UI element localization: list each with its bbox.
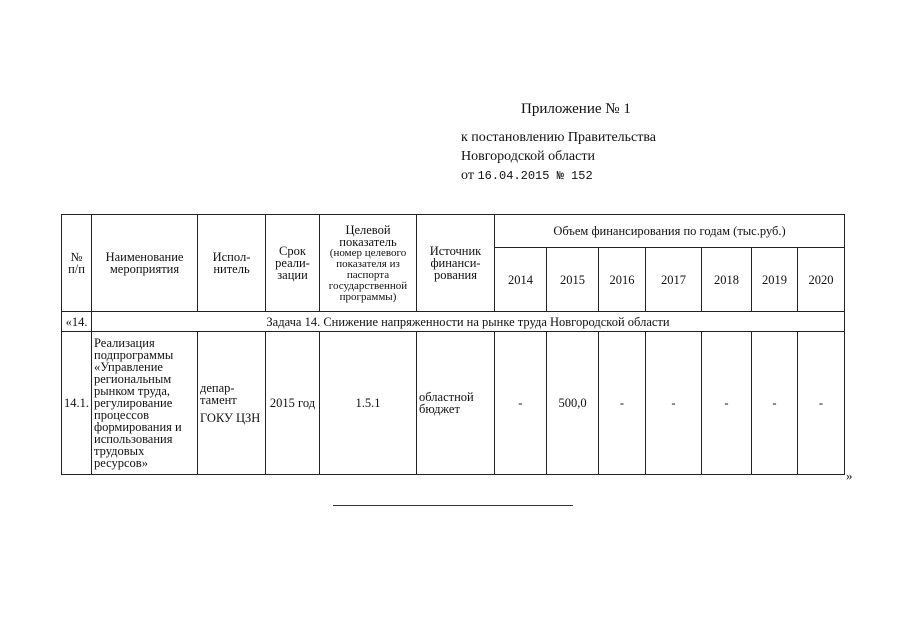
year-2020: 2020 bbox=[798, 248, 845, 312]
close-quote: » bbox=[846, 468, 853, 483]
row-value-2020: - bbox=[798, 332, 845, 475]
row-value-2015: 500,0 bbox=[547, 332, 599, 475]
task-text: Задача 14. Снижение напряженности на рынке труда Новгородской области bbox=[92, 312, 845, 332]
header-target-note: (номер целевого показателя из паспорта государственной программы) bbox=[328, 246, 408, 303]
row-executor-dept: депар-тамент bbox=[200, 381, 237, 407]
header-num: № п/п bbox=[62, 215, 92, 312]
row-value-2014: - bbox=[495, 332, 547, 475]
decree-line-1: к постановлению Правительства bbox=[461, 130, 657, 145]
row-value-2019: - bbox=[752, 332, 798, 475]
header-term: Срок реали-зации bbox=[266, 215, 320, 312]
row-name: Реализация подпрограммы «Управление региональным рынком труда, регулирование процессов формирования и использования трудовых ресурсов» bbox=[92, 332, 198, 475]
date-value: 16.04.2015 № 152 bbox=[477, 169, 593, 183]
row-value-2017: - bbox=[646, 332, 702, 475]
decree-date bbox=[461, 166, 656, 186]
task-num: «14. bbox=[62, 312, 92, 332]
funding-table bbox=[61, 214, 845, 475]
row-term: 2015 год bbox=[266, 332, 320, 475]
year-2014: 2014 bbox=[495, 248, 547, 312]
row-value-2018: - bbox=[702, 332, 752, 475]
row-num: 14.1. bbox=[62, 332, 92, 475]
row-target: 1.5.1 bbox=[320, 332, 417, 475]
row-executor-org: ГОКУ ЦЗН bbox=[200, 411, 261, 425]
table-row bbox=[62, 332, 845, 475]
header-target bbox=[320, 215, 417, 312]
header-row-1 bbox=[62, 215, 845, 248]
signature-divider bbox=[333, 505, 573, 506]
year-2016: 2016 bbox=[599, 248, 646, 312]
row-value-2016: - bbox=[599, 332, 646, 475]
year-2017: 2017 bbox=[646, 248, 702, 312]
header-source: Источник финанси-рования bbox=[417, 215, 495, 312]
appendix-title: Приложение № 1 bbox=[521, 101, 631, 117]
header-executor: Испол-нитель bbox=[198, 215, 266, 312]
year-2019: 2019 bbox=[752, 248, 798, 312]
header-name: Наименование мероприятия bbox=[92, 215, 198, 312]
header-funding: Объем финансирования по годам (тыс.руб.) bbox=[495, 215, 845, 248]
year-2015: 2015 bbox=[547, 248, 599, 312]
header-target-title: Целевой показатель bbox=[339, 222, 397, 249]
decree-line-2: Новгородской области bbox=[461, 149, 595, 164]
row-source: областной бюджет bbox=[417, 332, 495, 475]
task-row bbox=[62, 312, 845, 332]
year-2018: 2018 bbox=[702, 248, 752, 312]
row-executor bbox=[198, 332, 266, 475]
decree-reference bbox=[461, 128, 656, 186]
date-prefix: от bbox=[461, 168, 474, 183]
